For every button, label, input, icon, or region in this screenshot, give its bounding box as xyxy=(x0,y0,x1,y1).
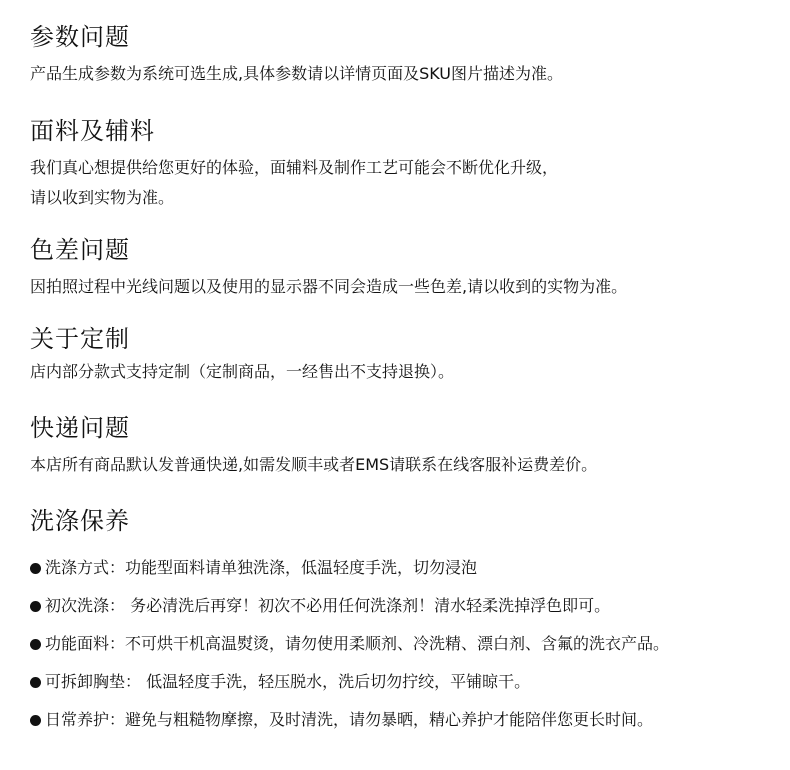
care-item-text: 日常养护：避免与粗糙物摩擦，及时清洗，请勿暴晒，精心养护才能陪伴您更长时间。 xyxy=(45,710,654,729)
section-color-difference xyxy=(30,235,770,301)
section-heading: 色差问题 xyxy=(30,236,130,264)
care-list xyxy=(30,556,770,746)
section-text: 店内部分款式支持定制（定制商品，一经售出不支持退换）。 xyxy=(30,362,455,381)
section-care xyxy=(30,506,770,746)
care-item-text: 功能面料：不可烘干机高温熨烫，请勿使用柔顺剂、冷洗精、漂白剂、含氟的洗衣产品。 xyxy=(45,634,670,653)
bullet-dot-icon xyxy=(30,715,41,726)
bullet-dot-icon xyxy=(30,639,41,650)
section-heading: 快递问题 xyxy=(30,414,130,442)
list-item xyxy=(30,708,770,746)
section-text: 产品生成参数为系统可选生成,具体参数请以详情页面及SKU图片描述为准。 xyxy=(30,64,564,83)
list-item xyxy=(30,670,770,708)
section-text: 我们真心想提供给您更好的体验，面辅料及制作工艺可能会不断优化升级， xyxy=(30,158,559,177)
section-heading: 关于定制 xyxy=(30,325,130,353)
section-fabric xyxy=(30,116,770,212)
section-shipping xyxy=(30,413,770,479)
section-heading: 参数问题 xyxy=(30,23,130,51)
bullet-dot-icon xyxy=(30,601,41,612)
care-item-text: 初次洗涤： 务必清洗后再穿！初次不必用任何洗涤剂！清水轻柔洗掉浮色即可。 xyxy=(45,596,611,615)
care-item-text: 洗涤方式：功能型面料请单独洗涤，低温轻度手洗，切勿浸泡 xyxy=(45,558,478,577)
list-item xyxy=(30,632,770,670)
bullet-dot-icon xyxy=(30,563,41,574)
section-text: 请以收到实物为准。 xyxy=(30,188,175,207)
list-item xyxy=(30,556,770,594)
section-text: 本店所有商品默认发普通快递,如需发顺丰或者EMS请联系在线客服补运费差价。 xyxy=(30,455,598,474)
section-heading: 洗涤保养 xyxy=(30,507,130,535)
list-item xyxy=(30,594,770,632)
section-parameters xyxy=(30,22,770,88)
bullet-dot-icon xyxy=(30,677,41,688)
section-customization xyxy=(30,324,770,386)
section-heading: 面料及辅料 xyxy=(30,117,155,145)
care-item-text: 可拆卸胸垫： 低温轻度手洗，轻压脱水，洗后切勿拧绞，平铺晾干。 xyxy=(45,672,531,691)
section-text: 因拍照过程中光线问题以及使用的显示器不同会造成一些色差,请以收到的实物为准。 xyxy=(30,277,628,296)
